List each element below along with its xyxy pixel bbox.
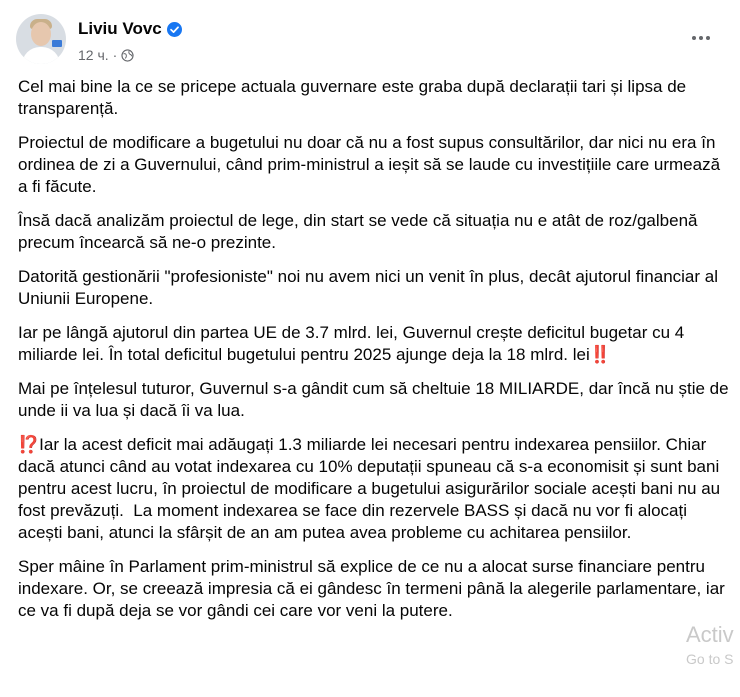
paragraph-5-text: Iar pe lângă ajutorul din partea UE de 3.7 mlrd. lei, Guvernul crește deficitul bugetar cu 4 miliarde lei. În total deficitul bugetului pentru 2025 ajunge deja la 18 mlrd. lei <box>18 323 689 364</box>
paragraph-7-text: Iar la acest deficit mai adăugați 1.3 miliarde lei necesari pentru indexarea pensiilor. Chiar dacă atunci când au votat indexarea cu 10% deputații spuneau că s-a economisit și sunt bani pentru acest lucru, în proiectul de modificare a bugetului asigurărilor sociale acești bani nu au fost prevăzuți. La moment indexarea se face din rezervele BASS și dacă nu vor fi alocați acești bani, atunci la sfârșit de an am putea avea probleme cu achitarea pensiilor. <box>18 435 725 542</box>
post-paragraph-1: Cel mai bine la ce se pricepe actuala guvernare este graba după declarații tari și lipsa de transparență. <box>18 77 691 118</box>
globe-icon[interactable] <box>121 49 134 62</box>
windows-activation-watermark <box>686 622 740 692</box>
author-avatar[interactable] <box>16 14 66 64</box>
post-meta <box>78 46 134 64</box>
avatar-shirt <box>22 47 60 64</box>
watermark-line-2: Go to S <box>686 651 734 667</box>
post-header <box>16 14 726 70</box>
post-paragraph-7 <box>18 434 730 544</box>
post-paragraph-5 <box>18 322 730 366</box>
post-paragraph-2: Proiectul de modificare a bugetului nu doar că nu a fost supus consultărilor, dar nici nu era în ordinea de zi a Guvernului, când prim-ministrul a ieșit să se laude cu investițiile care urmează a fi făcute. <box>18 133 725 196</box>
post-paragraph-3: Însă dacă analizăm proiectul de lege, din start se vede că situația nu e atât de roz/galbenă precum încearcă să ne-o prezinte. <box>18 211 703 252</box>
post-paragraph-8: Sper mâine în Parlament prim-ministrul să explice de ce nu a alocat surse financiare pentru indexare. Or, se creează impresia că ei gândesc în termeni până la alegerile parlamentare, iar ce va fi după deja se vor gândi cei care vor veni la putere. <box>18 557 730 620</box>
author-name[interactable]: Liviu Vovc <box>78 19 162 38</box>
double-exclamation-emoji: ‼️ <box>589 345 611 364</box>
post-paragraph-6: Mai pe înțelesul tuturor, Guvernul s-a gândit cum să cheltuie 18 MILIARDE, dar încă nu știe de unde ii va lua și dacă îi va lua. <box>18 379 734 420</box>
watermark-line-1: Activ <box>686 622 734 647</box>
verified-badge-icon <box>167 22 182 37</box>
avatar-flag-badge <box>52 40 62 47</box>
post-timestamp[interactable]: 12 ч. <box>78 47 109 63</box>
more-options-icon[interactable] <box>684 24 718 52</box>
post-paragraph-4: Datorită gestionării "profesioniste" noi nu avem nici un venit în plus, decât ajutorul financiar al Uniunii Europene. <box>18 267 723 308</box>
post-content <box>18 76 734 634</box>
avatar-face <box>31 22 51 46</box>
meta-separator: · <box>112 47 118 63</box>
author-row <box>78 18 182 40</box>
interrobang-emoji: ⁉️ <box>18 435 40 454</box>
